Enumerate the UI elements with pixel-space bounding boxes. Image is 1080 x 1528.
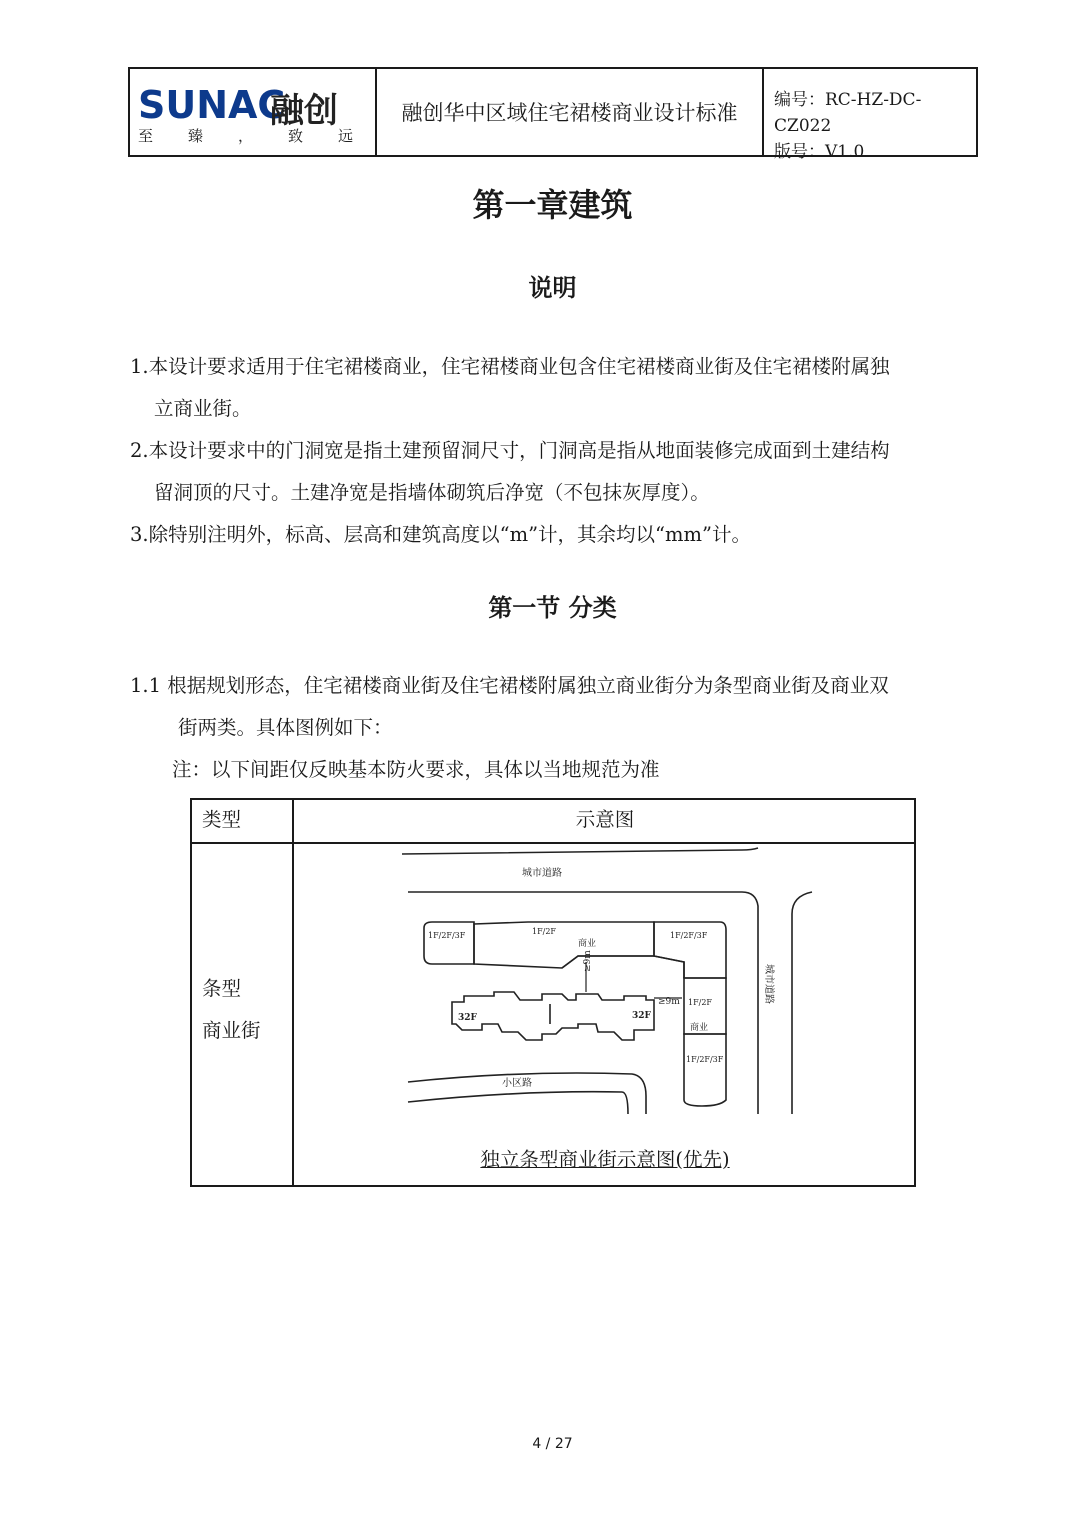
block-label: 1F/2F/3F (686, 1055, 724, 1064)
document-title: 融创华中区域住宅裙楼商业设计标准 (377, 69, 764, 155)
clause-line: 1.1 根据规划形态，住宅裙楼商业街及住宅裙楼附属独立商业街分为条型商业街及商业双 (130, 674, 889, 697)
road-label-right: 城市道路 (763, 964, 774, 1004)
slogan-char: 远 (337, 127, 353, 145)
block-label: 1F/2F (688, 998, 712, 1007)
chapter-title: 第一章建筑 (472, 186, 633, 224)
table-type-cell (202, 968, 261, 1052)
document-code: 编号：RC-HZ-DC-CZ022 (774, 90, 922, 136)
page-number: 4 / 27 (532, 1436, 573, 1452)
slogan-char: 臻 (187, 127, 203, 145)
note-line: 2.本设计要求中的门洞宽是指土建预留洞尺寸，门洞高是指从地面装修完成面到土建结构 (130, 439, 890, 462)
note-line: 3.除特别注明外，标高、层高和建筑高度以“m”计，其余均以“mm”计。 (130, 523, 751, 546)
table-divider (292, 800, 294, 1185)
note-line: 1.本设计要求适用于住宅裙楼商业，住宅裙楼商业包含住宅裙楼商业街及住宅裙楼附属独 (130, 355, 890, 378)
block-label: 商业 (690, 1023, 709, 1033)
notes-heading: 说明 (528, 273, 577, 302)
logo-slogan (138, 125, 353, 146)
document-version: 版号：V1.0 (774, 142, 865, 162)
road-edge (792, 892, 812, 1114)
slogan-char: 至 (138, 127, 154, 145)
type-line: 条型 (202, 977, 242, 1000)
road-label-bottom: 小区路 (502, 1078, 532, 1089)
building-block (562, 956, 684, 978)
site-plan-diagram (402, 844, 822, 1140)
road-label-top: 城市道路 (522, 868, 562, 879)
tower-label: 32F (458, 1013, 477, 1023)
type-line: 商业街 (202, 1019, 261, 1042)
diagram-caption: 独立条型商业街示意图(优先) (480, 1148, 730, 1171)
block-label: 1F/2F/3F (428, 931, 466, 940)
road-edge (402, 848, 758, 854)
building-block (474, 922, 654, 968)
clause-line: 街两类。具体图例如下： (178, 716, 393, 739)
building-block (684, 1034, 726, 1106)
classification-table (190, 798, 916, 1187)
table-header-type: 类型 (202, 808, 242, 831)
clause-1-1 (130, 665, 980, 791)
company-logo (130, 69, 377, 155)
clause-note: 注：以下间距仅反映基本防火要求，具体以当地规范为准 (172, 758, 660, 781)
road-edge (408, 1092, 628, 1114)
block-label: 商业 (578, 939, 597, 949)
building-block (424, 922, 474, 964)
document-header (128, 67, 978, 162)
block-label: 1F/2F (532, 927, 556, 936)
document-meta (764, 69, 976, 162)
note-line: 立商业街。 (154, 397, 252, 420)
tower-label: 32F (632, 1011, 651, 1021)
section-title: 第一节 分类 (488, 593, 617, 622)
notes-list (130, 346, 980, 556)
block-label: 1F/2F/3F (670, 931, 708, 940)
logo-wordmark: SUNAC (138, 83, 286, 127)
distance-label: ≥9m (583, 950, 593, 972)
note-line: 留洞顶的尺寸。土建净宽是指墙体砌筑后净宽（不包抹灰厚度）。 (154, 481, 710, 504)
table-header-diagram: 示意图 (575, 808, 635, 831)
slogan-char: 致 (287, 127, 303, 145)
slogan-char: ， (237, 127, 253, 145)
distance-label: ≥9m (658, 997, 680, 1007)
logo-chinese-name: 融创 (270, 91, 338, 131)
residential-tower (452, 992, 654, 1040)
